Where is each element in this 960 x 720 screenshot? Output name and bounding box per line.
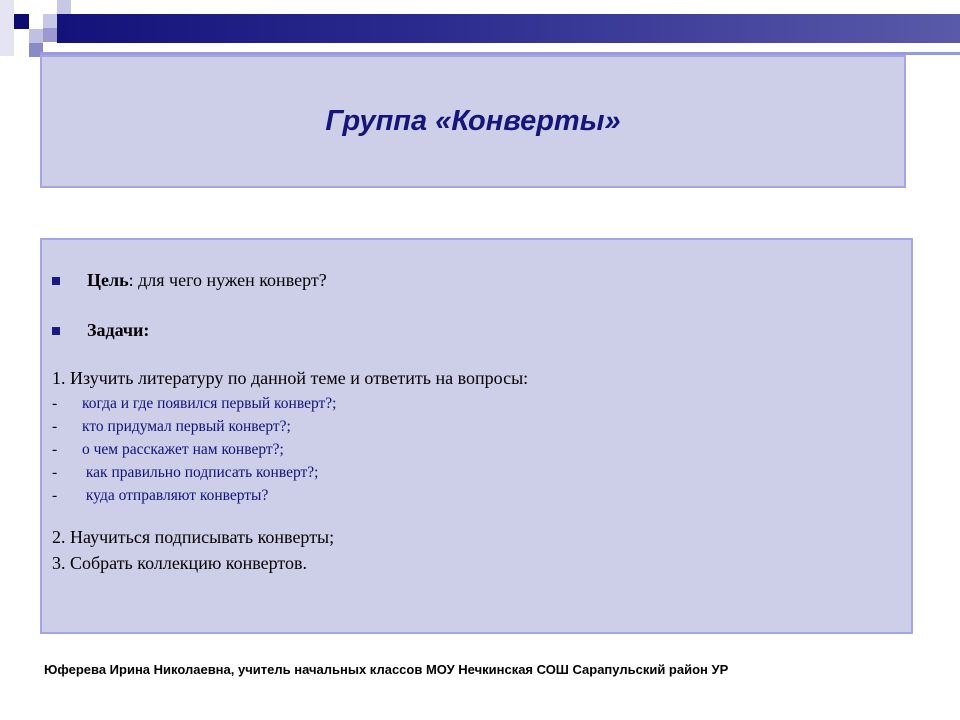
decor-square (0, 0, 14, 56)
decor-square (43, 28, 57, 42)
task-3: 3. Собрать коллекцию конвертов. (52, 553, 308, 573)
dash: - (52, 464, 58, 481)
decor-square (43, 14, 57, 28)
bullet-icon (52, 277, 60, 285)
question-item (52, 395, 336, 413)
question-item (52, 441, 284, 459)
author-footer: Юферева Ирина Николаевна, учитель начальных классов МОУ Нечкинская СОШ Сарапульский район УР (44, 662, 729, 677)
question-text: кто придумал первый конверт?; (82, 418, 291, 435)
decor-square (29, 29, 43, 43)
dash: - (52, 395, 58, 412)
tasks-item (52, 320, 149, 341)
goal-label: Цель (87, 270, 129, 290)
goal-text: : для чего нужен конверт? (128, 270, 327, 290)
question-text: куда отправляют конверты? (82, 487, 269, 504)
question-item (52, 418, 291, 436)
question-text: как правильно подписать конверт?; (82, 464, 319, 481)
question-item (52, 464, 318, 482)
header-gradient-bar (57, 14, 960, 43)
question-text: когда и где появился первый конверт?; (82, 395, 337, 412)
dash: - (52, 418, 58, 435)
bullet-icon (52, 327, 60, 335)
decor-square (14, 14, 29, 29)
task-2: 2. Научиться подписывать конверты; (52, 527, 335, 547)
dash: - (52, 441, 58, 458)
content-box (40, 238, 913, 634)
dash: - (52, 487, 58, 504)
slide-title: Группа «Конверты» (325, 105, 621, 137)
tasks-label: Задачи: (87, 320, 150, 340)
goal-item (52, 270, 327, 291)
question-item (52, 487, 268, 505)
question-text: о чем расскажет нам конверт?; (82, 441, 284, 458)
title-box (40, 55, 906, 188)
task-1: 1. Изучить литературу по данной теме и ответить на вопросы: (52, 368, 529, 388)
